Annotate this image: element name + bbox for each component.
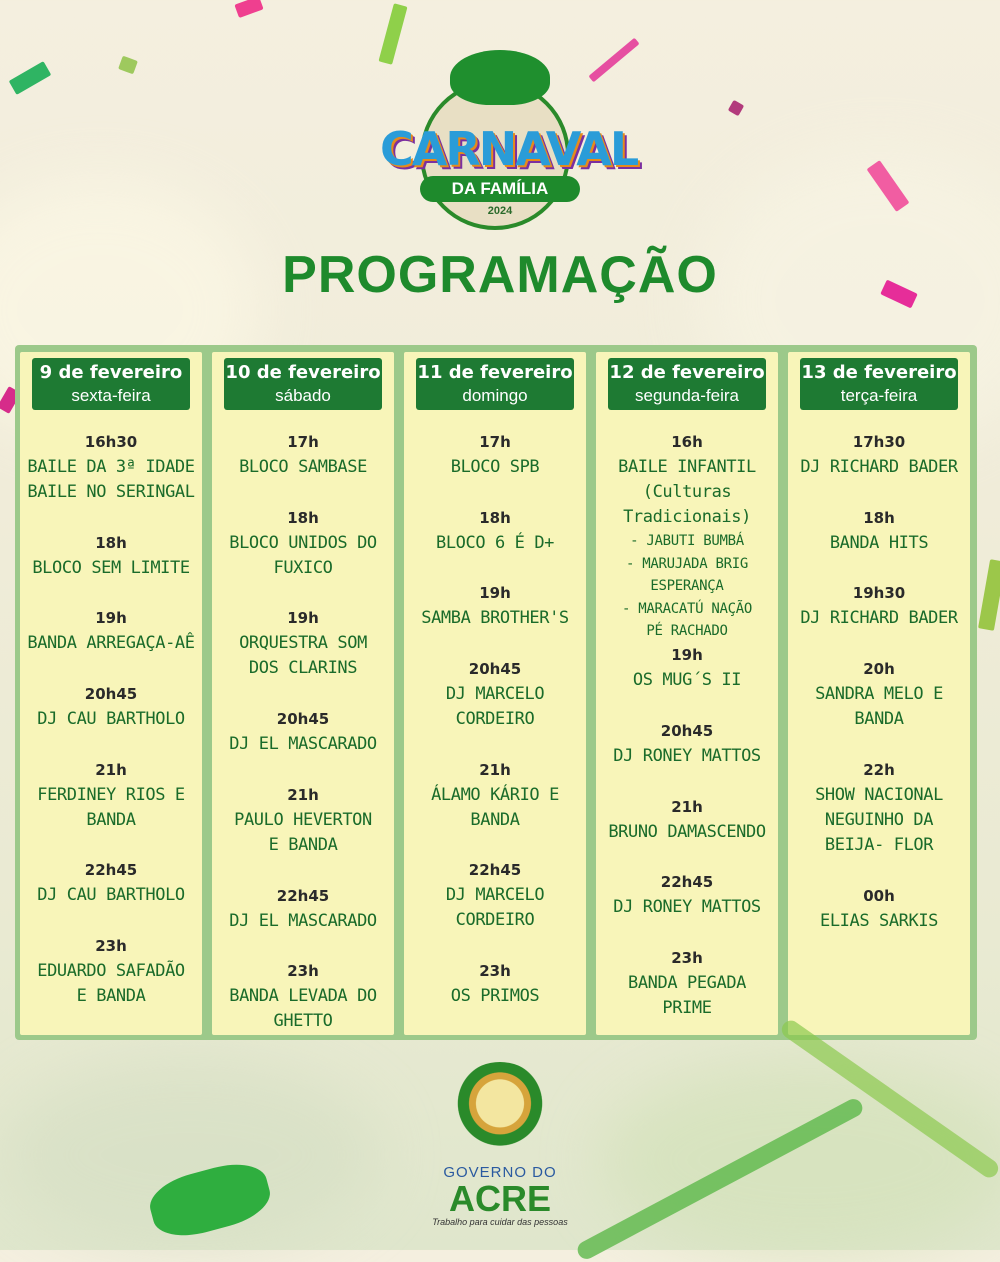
event-name: PRIME — [662, 997, 712, 1018]
event-time: 19h — [479, 584, 511, 603]
event-item — [404, 959, 586, 1009]
event-time: 23h — [287, 962, 319, 981]
event-item — [404, 758, 586, 833]
event-time: 17h — [287, 433, 319, 451]
event-name: BEIJA- FLOR — [824, 834, 934, 855]
event-name: BANDA LEVADA DO — [229, 986, 377, 1007]
carnival-mask-icon — [450, 50, 550, 105]
event-time: 21h — [671, 797, 703, 816]
event-name: E BANDA — [76, 986, 146, 1006]
event-item — [212, 884, 394, 934]
event-name: BLOCO 6 É D+ — [435, 532, 555, 553]
day-weekday: terça-feira — [840, 386, 918, 405]
event-time: 19h — [671, 646, 703, 665]
event-sub-item: ESPERANÇA — [650, 578, 724, 594]
day-header — [608, 358, 766, 410]
event-item — [788, 758, 970, 858]
logo-subtitle: DA FAMÍLIA — [420, 176, 580, 202]
event-item — [212, 506, 394, 581]
event-time: 22h45 — [84, 861, 138, 880]
event-name: DJ RONEY MATTOS — [613, 897, 761, 918]
schedule-board — [15, 345, 977, 1040]
event-item — [20, 531, 202, 581]
event-sub-item: - MARUJADA BRIG — [626, 555, 748, 572]
event-time: 19h30 — [852, 584, 906, 603]
event-item — [596, 430, 778, 643]
confetti-piece — [9, 61, 52, 95]
event-name: DJ RICHARD BADER — [800, 457, 958, 477]
event-item — [212, 959, 394, 1034]
event-time: 20h45 — [276, 710, 330, 729]
event-name: DJ MARCELO — [445, 683, 545, 704]
event-item — [20, 934, 202, 1009]
event-item — [404, 581, 586, 631]
event-name: DJ CAU BARTHOLO — [37, 885, 185, 906]
event-name: FUXICO — [273, 557, 333, 578]
event-item — [212, 783, 394, 858]
event-item — [788, 884, 970, 934]
event-time: 20h — [863, 659, 895, 678]
event-name: DOS CLARINS — [248, 658, 358, 679]
event-item — [596, 643, 778, 693]
event-name: E BANDA — [268, 834, 338, 855]
event-time: 23h — [479, 962, 511, 981]
event-time: 19h — [95, 609, 127, 628]
day-date: 13 de fevereiro — [801, 362, 957, 383]
logo-title: CARNAVAL — [380, 122, 638, 176]
event-time: 16h — [671, 433, 703, 451]
event-name: ORQUESTRA SOM — [239, 633, 367, 654]
event-name: OS PRIMOS — [450, 986, 540, 1007]
event-name: DJ CAU BARTHOLO — [37, 709, 185, 729]
day-header — [800, 358, 958, 410]
event-name: BLOCO UNIDOS DO — [229, 532, 377, 553]
event-item — [788, 657, 970, 732]
event-name: BANDA — [854, 708, 904, 729]
event-item — [596, 946, 778, 1021]
event-time: 22h45 — [276, 886, 330, 905]
event-name: DJ EL MASCARADO — [229, 734, 377, 755]
day-date: 12 de fevereiro — [609, 362, 765, 383]
event-item — [212, 707, 394, 757]
event-sub-item: - JABUTI BUMBÁ — [630, 533, 744, 549]
event-time: 22h45 — [468, 861, 522, 880]
event-time: 17h — [479, 433, 511, 451]
confetti-piece — [118, 56, 138, 75]
event-name: OS MUG´S II — [632, 670, 742, 691]
day-header — [416, 358, 574, 410]
confetti-piece — [978, 559, 1000, 631]
event-name: PAULO HEVERTON — [234, 809, 372, 830]
acre-coat-of-arms-icon — [452, 1062, 548, 1154]
event-name: BANDA PEGADA — [627, 972, 747, 993]
event-item — [20, 430, 202, 505]
footer-government-label: GOVERNO DO — [443, 1164, 557, 1181]
event-item — [596, 870, 778, 920]
event-item — [788, 581, 970, 631]
confetti-piece — [234, 0, 263, 18]
event-time: 23h — [95, 937, 127, 955]
event-time: 00h — [863, 886, 895, 905]
event-item — [596, 795, 778, 845]
event-name: BANDA ARREGAÇA-AÊ — [27, 633, 195, 654]
day-date: 10 de fevereiro — [225, 362, 381, 383]
day-weekday: segunda-feira — [635, 386, 739, 405]
event-name: SHOW NACIONAL — [815, 784, 943, 805]
day-column — [20, 352, 202, 1035]
event-item — [20, 682, 202, 732]
event-name: BANDA HITS — [829, 532, 929, 553]
event-time: 22h45 — [660, 873, 714, 892]
event-name: NEGUINHO DA — [824, 809, 934, 830]
event-item — [404, 858, 586, 933]
background-glow — [600, 1060, 1000, 1260]
event-item — [20, 858, 202, 908]
carnaval-logo — [380, 30, 638, 220]
event-name: ELIAS SARKIS — [819, 910, 939, 931]
event-name: BRUNO DAMASCENDO — [608, 821, 766, 842]
event-item — [404, 506, 586, 556]
event-sub-item: PÉ RACHADO — [646, 623, 728, 639]
event-item — [20, 758, 202, 833]
day-column — [788, 352, 970, 1035]
day-date: 9 de fevereiro — [39, 362, 183, 383]
event-time: 18h — [95, 533, 127, 552]
event-time: 17h30 — [852, 433, 906, 451]
event-time: 19h — [287, 609, 319, 628]
event-item — [20, 606, 202, 656]
day-weekday: sábado — [275, 386, 331, 405]
day-header — [224, 358, 382, 410]
event-name: SANDRA MELO E — [815, 683, 943, 704]
event-name: SAMBA BROTHER'S — [421, 608, 569, 629]
event-name: FERDINEY RIOS E — [37, 784, 185, 805]
event-name: DJ RICHARD BADER — [800, 608, 958, 629]
event-item — [788, 430, 970, 480]
day-column — [404, 352, 586, 1035]
event-time: 20h45 — [84, 685, 138, 703]
event-sub-item: - MARACATÚ NAÇÃO — [621, 600, 753, 617]
event-item — [788, 506, 970, 556]
event-time: 21h — [287, 785, 319, 804]
footer-state-name: ACRE — [448, 1178, 551, 1219]
event-item — [212, 606, 394, 681]
event-time: 22h — [863, 760, 895, 779]
day-column — [596, 352, 778, 1035]
event-time: 18h — [479, 508, 511, 527]
footer-tagline: Trabalho para cuidar das pessoas — [432, 1217, 568, 1227]
event-time: 23h — [671, 948, 703, 967]
event-name: ÁLAMO KÁRIO E — [431, 784, 559, 805]
event-name: BANDA — [470, 809, 520, 830]
event-time: 18h — [863, 508, 895, 527]
event-name: BAILE NO SERINGAL — [27, 482, 195, 502]
day-column — [212, 352, 394, 1035]
event-name: CORDEIRO — [455, 910, 535, 931]
event-item — [212, 430, 394, 480]
event-time: 18h — [287, 508, 319, 527]
day-weekday: sexta-feira — [71, 386, 151, 405]
event-name: BLOCO SPB — [450, 457, 540, 477]
event-item — [404, 430, 586, 480]
event-name: GHETTO — [273, 1011, 333, 1032]
event-time: 21h — [479, 760, 511, 779]
event-name: BAILE DA 3ª IDADE — [27, 457, 195, 477]
confetti-piece — [728, 100, 744, 116]
event-name: DJ EL MASCARADO — [229, 910, 377, 931]
event-name: DJ MARCELO — [445, 885, 545, 906]
page-title: PROGRAMAÇÃO — [282, 246, 718, 304]
event-name: BANDA — [86, 809, 136, 830]
event-item — [596, 719, 778, 769]
logo-year: 2024 — [487, 205, 513, 217]
event-name: BLOCO SAMBASE — [239, 457, 367, 477]
event-name: EDUARDO SAFADÃO — [37, 961, 185, 981]
event-item — [404, 657, 586, 732]
event-time: 20h45 — [468, 659, 522, 678]
event-name: BAILE INFANTIL — [618, 457, 756, 477]
event-time: 21h — [95, 760, 127, 779]
event-name: DJ RONEY MATTOS — [613, 745, 761, 766]
day-header — [32, 358, 190, 410]
event-name: (Culturas Tradicionais) — [623, 482, 751, 527]
event-name: CORDEIRO — [455, 708, 535, 729]
event-time: 16h30 — [84, 433, 138, 451]
day-date: 11 de fevereiro — [417, 362, 573, 383]
event-name: BLOCO SEM LIMITE — [32, 557, 190, 578]
day-weekday: domingo — [462, 386, 528, 405]
event-time: 20h45 — [660, 721, 714, 740]
